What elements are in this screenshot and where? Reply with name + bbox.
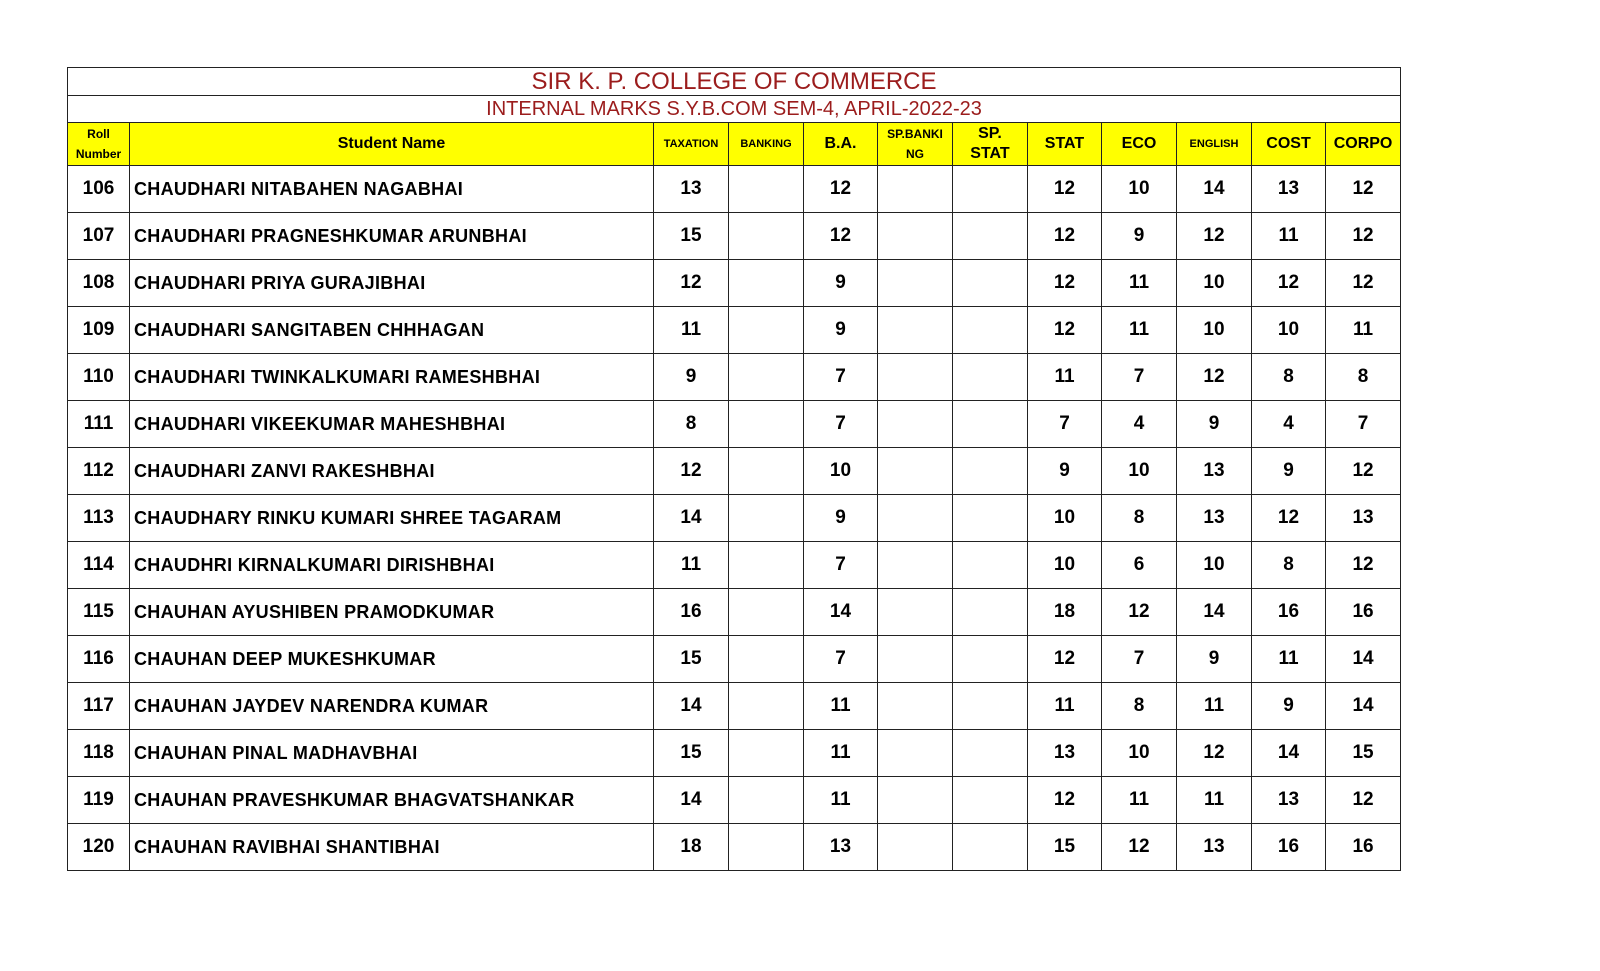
header-roll-number bbox=[68, 123, 130, 166]
cell-eco: 7 bbox=[1102, 636, 1177, 683]
cell-roll: 109 bbox=[68, 307, 130, 354]
cell-spbanking bbox=[878, 260, 953, 307]
cell-spstat bbox=[953, 260, 1028, 307]
cell-eco: 7 bbox=[1102, 354, 1177, 401]
cell-stat: 11 bbox=[1028, 683, 1102, 730]
cell-spstat bbox=[953, 589, 1028, 636]
header-sp-stat-line1: SP. bbox=[978, 125, 1002, 142]
cell-english: 10 bbox=[1177, 542, 1252, 589]
cell-banking bbox=[729, 213, 804, 260]
cell-ba: 14 bbox=[804, 589, 878, 636]
cell-ba: 7 bbox=[804, 354, 878, 401]
cell-taxation: 15 bbox=[654, 636, 729, 683]
cell-ba: 13 bbox=[804, 824, 878, 871]
cell-roll: 106 bbox=[68, 166, 130, 213]
cell-english: 13 bbox=[1177, 448, 1252, 495]
cell-stat: 11 bbox=[1028, 354, 1102, 401]
cell-cost: 12 bbox=[1252, 260, 1326, 307]
cell-name: CHAUDHARI SANGITABEN CHHHAGAN bbox=[130, 307, 654, 354]
header-eco: ECO bbox=[1102, 123, 1177, 166]
table-row bbox=[68, 448, 1401, 495]
cell-english: 10 bbox=[1177, 307, 1252, 354]
cell-stat: 12 bbox=[1028, 213, 1102, 260]
cell-eco: 12 bbox=[1102, 824, 1177, 871]
cell-name: CHAUHAN JAYDEV NARENDRA KUMAR bbox=[130, 683, 654, 730]
cell-eco: 8 bbox=[1102, 683, 1177, 730]
cell-corpo: 16 bbox=[1326, 589, 1401, 636]
cell-stat: 18 bbox=[1028, 589, 1102, 636]
table-row bbox=[68, 824, 1401, 871]
cell-ba: 7 bbox=[804, 542, 878, 589]
cell-spbanking bbox=[878, 448, 953, 495]
cell-cost: 12 bbox=[1252, 495, 1326, 542]
cell-stat: 9 bbox=[1028, 448, 1102, 495]
cell-stat: 7 bbox=[1028, 401, 1102, 448]
table-row bbox=[68, 307, 1401, 354]
cell-ba: 9 bbox=[804, 495, 878, 542]
cell-stat: 12 bbox=[1028, 166, 1102, 213]
header-banking: BANKING bbox=[729, 123, 804, 166]
cell-name: CHAUDHARI TWINKALKUMARI RAMESHBHAI bbox=[130, 354, 654, 401]
header-cost: COST bbox=[1252, 123, 1326, 166]
cell-cost: 16 bbox=[1252, 824, 1326, 871]
cell-stat: 15 bbox=[1028, 824, 1102, 871]
cell-name: CHAUDHARY RINKU KUMARI SHREE TAGARAM bbox=[130, 495, 654, 542]
header-sp-stat-line2: STAT bbox=[970, 145, 1010, 162]
header-sp-banking bbox=[878, 123, 953, 166]
cell-corpo: 8 bbox=[1326, 354, 1401, 401]
marks-table bbox=[67, 67, 1401, 871]
cell-stat: 10 bbox=[1028, 495, 1102, 542]
cell-english: 14 bbox=[1177, 589, 1252, 636]
cell-taxation: 11 bbox=[654, 307, 729, 354]
table-row bbox=[68, 354, 1401, 401]
cell-ba: 10 bbox=[804, 448, 878, 495]
cell-corpo: 7 bbox=[1326, 401, 1401, 448]
cell-roll: 119 bbox=[68, 777, 130, 824]
cell-spstat bbox=[953, 777, 1028, 824]
cell-stat: 12 bbox=[1028, 636, 1102, 683]
cell-ba: 12 bbox=[804, 213, 878, 260]
cell-cost: 16 bbox=[1252, 589, 1326, 636]
cell-cost: 11 bbox=[1252, 636, 1326, 683]
cell-spstat bbox=[953, 683, 1028, 730]
cell-english: 9 bbox=[1177, 636, 1252, 683]
table-row bbox=[68, 495, 1401, 542]
cell-ba: 11 bbox=[804, 683, 878, 730]
table-row bbox=[68, 166, 1401, 213]
cell-taxation: 18 bbox=[654, 824, 729, 871]
cell-banking bbox=[729, 307, 804, 354]
cell-corpo: 15 bbox=[1326, 730, 1401, 777]
cell-stat: 12 bbox=[1028, 260, 1102, 307]
cell-roll: 116 bbox=[68, 636, 130, 683]
cell-english: 14 bbox=[1177, 166, 1252, 213]
table-row bbox=[68, 213, 1401, 260]
cell-name: CHAUDHARI PRAGNESHKUMAR ARUNBHAI bbox=[130, 213, 654, 260]
cell-spbanking bbox=[878, 589, 953, 636]
header-sp-stat bbox=[953, 123, 1028, 166]
cell-taxation: 14 bbox=[654, 683, 729, 730]
cell-corpo: 12 bbox=[1326, 448, 1401, 495]
cell-eco: 11 bbox=[1102, 260, 1177, 307]
cell-spstat bbox=[953, 495, 1028, 542]
cell-taxation: 11 bbox=[654, 542, 729, 589]
cell-cost: 9 bbox=[1252, 448, 1326, 495]
cell-banking bbox=[729, 448, 804, 495]
cell-spbanking bbox=[878, 636, 953, 683]
cell-spbanking bbox=[878, 683, 953, 730]
cell-corpo: 14 bbox=[1326, 683, 1401, 730]
cell-taxation: 15 bbox=[654, 213, 729, 260]
cell-banking bbox=[729, 542, 804, 589]
college-title: SIR K. P. COLLEGE OF COMMERCE bbox=[68, 68, 1401, 96]
header-row bbox=[68, 123, 1401, 166]
cell-ba: 11 bbox=[804, 730, 878, 777]
cell-roll: 118 bbox=[68, 730, 130, 777]
cell-roll: 107 bbox=[68, 213, 130, 260]
header-stat: STAT bbox=[1028, 123, 1102, 166]
header-taxation: TAXATION bbox=[654, 123, 729, 166]
table-row bbox=[68, 730, 1401, 777]
cell-english: 9 bbox=[1177, 401, 1252, 448]
header-corpo: CORPO bbox=[1326, 123, 1401, 166]
cell-spbanking bbox=[878, 824, 953, 871]
cell-banking bbox=[729, 777, 804, 824]
header-roll-line1: Roll bbox=[87, 127, 110, 141]
cell-spstat bbox=[953, 636, 1028, 683]
cell-spbanking bbox=[878, 730, 953, 777]
table-row bbox=[68, 683, 1401, 730]
cell-corpo: 12 bbox=[1326, 777, 1401, 824]
cell-name: CHAUDHARI NITABAHEN NAGABHAI bbox=[130, 166, 654, 213]
cell-english: 13 bbox=[1177, 495, 1252, 542]
cell-banking bbox=[729, 166, 804, 213]
table-row bbox=[68, 542, 1401, 589]
cell-english: 13 bbox=[1177, 824, 1252, 871]
cell-eco: 6 bbox=[1102, 542, 1177, 589]
header-roll-line2: Number bbox=[75, 147, 122, 161]
header-ba: B.A. bbox=[804, 123, 878, 166]
cell-taxation: 14 bbox=[654, 495, 729, 542]
cell-english: 11 bbox=[1177, 683, 1252, 730]
cell-eco: 11 bbox=[1102, 777, 1177, 824]
cell-taxation: 9 bbox=[654, 354, 729, 401]
report-subtitle: INTERNAL MARKS S.Y.B.COM SEM-4, APRIL-2022-23 bbox=[68, 96, 1401, 123]
cell-taxation: 12 bbox=[654, 448, 729, 495]
cell-roll: 120 bbox=[68, 824, 130, 871]
cell-spbanking bbox=[878, 777, 953, 824]
cell-corpo: 12 bbox=[1326, 213, 1401, 260]
cell-spstat bbox=[953, 824, 1028, 871]
cell-corpo: 11 bbox=[1326, 307, 1401, 354]
cell-eco: 4 bbox=[1102, 401, 1177, 448]
cell-taxation: 15 bbox=[654, 730, 729, 777]
cell-name: CHAUDHRI KIRNALKUMARI DIRISHBHAI bbox=[130, 542, 654, 589]
cell-eco: 8 bbox=[1102, 495, 1177, 542]
cell-roll: 108 bbox=[68, 260, 130, 307]
cell-cost: 11 bbox=[1252, 213, 1326, 260]
cell-spstat bbox=[953, 401, 1028, 448]
cell-english: 12 bbox=[1177, 213, 1252, 260]
header-sp-banking-line1: SP.BANKI bbox=[887, 127, 943, 141]
cell-spbanking bbox=[878, 354, 953, 401]
cell-ba: 7 bbox=[804, 636, 878, 683]
cell-corpo: 13 bbox=[1326, 495, 1401, 542]
cell-spstat bbox=[953, 730, 1028, 777]
header-student-name: Student Name bbox=[130, 123, 654, 166]
cell-eco: 11 bbox=[1102, 307, 1177, 354]
cell-eco: 10 bbox=[1102, 730, 1177, 777]
cell-spbanking bbox=[878, 542, 953, 589]
table-row bbox=[68, 260, 1401, 307]
cell-banking bbox=[729, 824, 804, 871]
cell-cost: 13 bbox=[1252, 166, 1326, 213]
cell-cost: 8 bbox=[1252, 542, 1326, 589]
cell-roll: 115 bbox=[68, 589, 130, 636]
cell-name: CHAUHAN PRAVESHKUMAR BHAGVATSHANKAR bbox=[130, 777, 654, 824]
cell-banking bbox=[729, 495, 804, 542]
cell-eco: 10 bbox=[1102, 166, 1177, 213]
cell-banking bbox=[729, 354, 804, 401]
cell-spbanking bbox=[878, 401, 953, 448]
cell-cost: 13 bbox=[1252, 777, 1326, 824]
cell-corpo: 12 bbox=[1326, 542, 1401, 589]
cell-taxation: 13 bbox=[654, 166, 729, 213]
cell-banking bbox=[729, 683, 804, 730]
cell-spbanking bbox=[878, 495, 953, 542]
cell-spstat bbox=[953, 542, 1028, 589]
table-row bbox=[68, 636, 1401, 683]
cell-name: CHAUHAN PINAL MADHAVBHAI bbox=[130, 730, 654, 777]
cell-spstat bbox=[953, 307, 1028, 354]
cell-roll: 111 bbox=[68, 401, 130, 448]
cell-banking bbox=[729, 589, 804, 636]
cell-ba: 7 bbox=[804, 401, 878, 448]
cell-banking bbox=[729, 730, 804, 777]
table-row bbox=[68, 589, 1401, 636]
cell-spbanking bbox=[878, 166, 953, 213]
cell-roll: 114 bbox=[68, 542, 130, 589]
cell-name: CHAUHAN DEEP MUKESHKUMAR bbox=[130, 636, 654, 683]
cell-roll: 113 bbox=[68, 495, 130, 542]
cell-corpo: 14 bbox=[1326, 636, 1401, 683]
cell-ba: 9 bbox=[804, 307, 878, 354]
cell-name: CHAUHAN AYUSHIBEN PRAMODKUMAR bbox=[130, 589, 654, 636]
cell-spstat bbox=[953, 166, 1028, 213]
table-row bbox=[68, 401, 1401, 448]
cell-banking bbox=[729, 260, 804, 307]
cell-stat: 12 bbox=[1028, 777, 1102, 824]
cell-taxation: 8 bbox=[654, 401, 729, 448]
cell-cost: 10 bbox=[1252, 307, 1326, 354]
cell-ba: 12 bbox=[804, 166, 878, 213]
cell-english: 11 bbox=[1177, 777, 1252, 824]
cell-name: CHAUDHARI ZANVI RAKESHBHAI bbox=[130, 448, 654, 495]
header-sp-banking-line2: NG bbox=[906, 147, 924, 161]
cell-english: 12 bbox=[1177, 354, 1252, 401]
cell-spstat bbox=[953, 213, 1028, 260]
cell-corpo: 16 bbox=[1326, 824, 1401, 871]
cell-banking bbox=[729, 401, 804, 448]
cell-cost: 4 bbox=[1252, 401, 1326, 448]
cell-eco: 10 bbox=[1102, 448, 1177, 495]
cell-roll: 110 bbox=[68, 354, 130, 401]
cell-ba: 9 bbox=[804, 260, 878, 307]
cell-eco: 12 bbox=[1102, 589, 1177, 636]
cell-taxation: 12 bbox=[654, 260, 729, 307]
cell-taxation: 14 bbox=[654, 777, 729, 824]
cell-ba: 11 bbox=[804, 777, 878, 824]
table-row bbox=[68, 777, 1401, 824]
cell-name: CHAUHAN RAVIBHAI SHANTIBHAI bbox=[130, 824, 654, 871]
cell-corpo: 12 bbox=[1326, 260, 1401, 307]
cell-cost: 14 bbox=[1252, 730, 1326, 777]
cell-banking bbox=[729, 636, 804, 683]
cell-name: CHAUDHARI VIKEEKUMAR MAHESHBHAI bbox=[130, 401, 654, 448]
cell-spstat bbox=[953, 354, 1028, 401]
cell-taxation: 16 bbox=[654, 589, 729, 636]
cell-stat: 13 bbox=[1028, 730, 1102, 777]
cell-roll: 117 bbox=[68, 683, 130, 730]
header-english: ENGLISH bbox=[1177, 123, 1252, 166]
cell-name: CHAUDHARI PRIYA GURAJIBHAI bbox=[130, 260, 654, 307]
cell-cost: 9 bbox=[1252, 683, 1326, 730]
cell-eco: 9 bbox=[1102, 213, 1177, 260]
cell-roll: 112 bbox=[68, 448, 130, 495]
cell-cost: 8 bbox=[1252, 354, 1326, 401]
cell-spbanking bbox=[878, 307, 953, 354]
cell-english: 10 bbox=[1177, 260, 1252, 307]
cell-spbanking bbox=[878, 213, 953, 260]
cell-stat: 10 bbox=[1028, 542, 1102, 589]
cell-stat: 12 bbox=[1028, 307, 1102, 354]
cell-spstat bbox=[953, 448, 1028, 495]
cell-corpo: 12 bbox=[1326, 166, 1401, 213]
cell-english: 12 bbox=[1177, 730, 1252, 777]
